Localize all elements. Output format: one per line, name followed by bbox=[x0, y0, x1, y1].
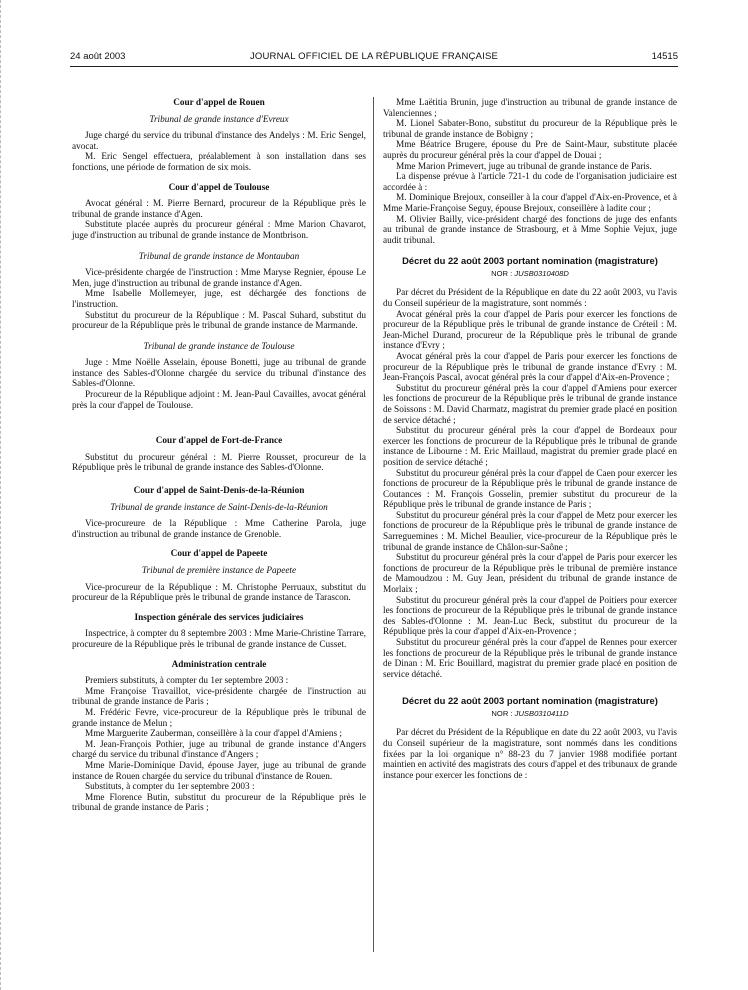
paragraph: M. Jean-François Pothier, juge au tribunal de grande instance d'Angers chargé du service du tribunal d'instance d'Angers ; bbox=[72, 739, 366, 761]
paragraph: Par décret du Président de la République en date du 22 août 2003, vu l'avis du Conseil supérieur de la magistrature, sont nommés : bbox=[383, 288, 677, 309]
paragraph: M. Lionel Sabater-Bono, substitut du procureur de la République près le tribunal de grande instance de Bobigny ; bbox=[383, 119, 677, 140]
section-heading: Cour d'appel de Saint-Denis-de-la-Réunion bbox=[133, 486, 305, 497]
paragraph: Juge chargé du service du tribunal d'instance des Andelys : M. Eric Sengel, avocat. bbox=[72, 131, 366, 152]
nor-code: JUSB0310411D bbox=[514, 708, 569, 718]
left-column bbox=[72, 98, 366, 814]
paragraph: Avocat général près la cour d'appel de Paris pour exercer les fonctions de procureur de la République près le tribunal de grande instance d'Evry : M. Jean-François Pascal, avocat général près la cour d'appel d'Aix-en-Provence ; bbox=[383, 351, 677, 384]
paragraph: Substitut du procureur général près la cour d'appel de Paris pour exercer les fonctions de procureur de la République près le tribunal de première instance de Mamoudzou : M. Guy Jean, président du tribunal de grande instance de Morlaix ; bbox=[383, 553, 677, 596]
paragraph: M. Frédéric Fevre, vice-procureur de la République près le tribunal de grande instance de Melun ; bbox=[72, 707, 366, 729]
section-heading: Inspection générale des services judiciaires bbox=[134, 612, 304, 623]
page-header bbox=[70, 51, 678, 65]
section-heading: Cour d'appel de Papeete bbox=[170, 549, 268, 560]
decree-title: Décret du 22 août 2003 portant nomination (magistrature) bbox=[402, 695, 658, 707]
paragraph: Juge : Mme Noëlle Asselain, épouse Bonetti, juge au tribunal de grande instance des Sables-d'Olonne chargée du service du tribunal d'instance des Sables-d'Olonne. bbox=[72, 358, 366, 390]
section-heading: Cour d'appel de Toulouse bbox=[168, 182, 270, 193]
paragraph: Mme Marion Primevert, juge au tribunal de grande instance de Paris. bbox=[396, 161, 652, 172]
paragraph: La dispense prévue à l'article 721-1 du code de l'organisation judiciaire est accordée à : bbox=[383, 172, 677, 193]
paragraph: Substitut du procureur général près la cour d'appel de Bordeaux pour exercer les fonctions de procureur de la République près le tribunal de grande instance de Libourne : M. Eric Maillaud, magistrat du premier grade placé en position de service détaché ; bbox=[383, 426, 677, 468]
header-date: 24 août 2003 bbox=[70, 51, 126, 62]
paragraph: Substituts, à compter du 1er septembre 2003 : bbox=[85, 782, 255, 793]
nor-label: NOR : bbox=[491, 268, 513, 278]
paragraph: Substitut du procureur général près la cour d'appel de Metz pour exercer les fonctions de procureur de la République près le tribunal de grande instance de Sarreguemines : M. Michel Beaulier, vice-procureur de la République près le tribunal de grande instance de Châlon-sur-Saône ; bbox=[383, 510, 677, 553]
paragraph: Inspectrice, à compter du 8 septembre 2003 : Mme Marie-Christine Tarrare, procureure de la République près le tribunal de grande instance de Cusset. bbox=[72, 629, 366, 650]
decree-title: Décret du 22 août 2003 portant nomination (magistrature) bbox=[402, 255, 658, 267]
journal-title: JOURNAL OFFICIEL DE LA RÉPUBLIQUE FRANÇAISE bbox=[249, 51, 499, 62]
column-divider bbox=[373, 97, 374, 952]
nor-reference bbox=[383, 709, 677, 720]
paragraph: Substitut du procureur de la République : M. Pascal Suhard, substitut du procureur de la République près le tribunal de grande instance de Marmande. bbox=[72, 310, 366, 332]
paragraph: Substitute placée auprès du procureur général : Mme Marion Chavarot, juge d'instruction au tribunal de grande instance de Montbrison. bbox=[72, 220, 366, 241]
section-heading: Administration centrale bbox=[171, 659, 267, 670]
paragraph: Substitut du procureur général près la cour d'appel d'Amiens pour exercer les fonctions de procureur de la République près le tribunal de grande instance de Soissons : M. David Charmatz, magistrat du premier grade placé en position de service détaché ; bbox=[383, 383, 677, 426]
paragraph: Mme Florence Butin, substitut du procureur de la République près le tribunal de grande instance de Paris ; bbox=[72, 792, 366, 814]
subsection-heading: Tribunal de grande instance de Saint-Denis-de-la-Réunion bbox=[110, 502, 328, 513]
paragraph: M. Dominique Brejoux, conseiller à la cour d'appel d'Aix-en-Provence, et à Mme Marie-Françoise Seguy, épouse Brejoux, conseillère à ladite cour ; bbox=[383, 193, 677, 214]
page-edge-marks bbox=[0, 0, 2, 990]
nor-code: JUSB0310408D bbox=[514, 268, 569, 278]
paragraph: Par décret du Président de la République en date du 22 août 2003, vu l'avis du Conseil supérieur de la magistrature, sont nommés dans les conditions fixées par la loi organique n° 88-23 du 7 janvier 1988 modifiée portant maintien en activité des magistrats des cours d'appel et des tribunaux de grande instance pour exercer les fonctions de : bbox=[383, 728, 677, 781]
paragraph: Mme Marie-Dominique David, épouse Jayer, juge au tribunal de grande instance de Rouen chargée du service du tribunal d'instance de Rouen. bbox=[72, 760, 366, 782]
subsection-heading: Tribunal de grande instance de Toulouse bbox=[143, 341, 295, 352]
paragraph: Vice-procureur de la République : M. Christophe Perruaux, substitut du procureur de la République près le tribunal de grande instance de Tarascon. bbox=[72, 582, 366, 604]
section-heading: Cour d'appel de Fort-de-France bbox=[155, 436, 283, 447]
page-number: 14515 bbox=[651, 51, 678, 62]
paragraph: Substitut du procureur général près la cour d'appel de Rennes pour exercer les fonctions de procureur de la République près le tribunal de grande instance de Dinan : M. Eric Bouillard, magistrat du premier grade placé en position de service détaché. bbox=[383, 638, 677, 680]
right-column bbox=[383, 98, 677, 781]
subsection-heading: Tribunal de grande instance de Montauban bbox=[138, 251, 300, 262]
subsection-heading: Tribunal de grande instance d'Evreux bbox=[149, 114, 289, 125]
paragraph: Mme Marguerite Zauberman, conseillère à la cour d'appel d'Amiens ; bbox=[85, 729, 342, 740]
spacer bbox=[72, 411, 366, 427]
paragraph: Mme Isabelle Mollemeyer, juge, est déchargée des fonctions de l'instruction. bbox=[72, 289, 366, 310]
paragraph: Substitut du procureur général près la cour d'appel de Caen pour exercer les fonctions de procureur de la République près le tribunal de grande instance de Coutances : M. François Gosselin, premier substitut du procureur de la République près le tribunal de grande instance de Paris ; bbox=[383, 468, 677, 511]
paragraph: Substitut du procureur général près la cour d'appel de Poitiers pour exercer les fonctions de procureur de la République près le tribunal de grande instance des Sables-d'Olonne : M. Jean-Luc Beck, substitut du procureur de la République près la cour d'appel d'Aix-en-Provence ; bbox=[383, 595, 677, 638]
paragraph: Mme Béatrice Brugere, épouse du Pre de Saint-Maur, substitute placée auprès du procureur général près la cour d'appel de Douai ; bbox=[383, 140, 677, 161]
paragraph: Substitut du procureur général : M. Pierre Rousset, procureur de la République près le tribunal de grande instance des Sables-d'Olonne. bbox=[72, 452, 366, 474]
paragraph: Avocat général : M. Pierre Bernard, procureur de la République près le tribunal de grande instance d'Agen. bbox=[72, 199, 366, 220]
paragraph: Vice-procureure de la République : Mme Catherine Parola, juge d'instruction au tribunal de grande instance de Grenoble. bbox=[72, 519, 366, 540]
paragraph: Mme Laëtitia Brunin, juge d'instruction au tribunal de grande instance de Valenciennes ; bbox=[383, 98, 677, 119]
paragraph: Premiers substituts, à compter du 1er septembre 2003 : bbox=[85, 676, 289, 687]
header-rule bbox=[70, 66, 678, 67]
paragraph: Procureur de la République adjoint : M. Jean-Paul Cavailles, avocat général près la cour d'appel de Toulouse. bbox=[72, 390, 366, 411]
subsection-heading: Tribunal de première instance de Papeete bbox=[141, 566, 297, 576]
nor-reference bbox=[383, 269, 677, 280]
paragraph: Vice-présidente chargée de l'instruction : Mme Maryse Regnier, épouse Le Men, juge d'instruction au tribunal de grande instance d'Agen. bbox=[72, 268, 366, 289]
paragraph: Avocat général près la cour d'appel de Paris pour exercer les fonctions de procureur de la République près le tribunal de grande instance de Créteil : M. Jean-Michel Durand, procureur de la République près le tribunal de grande instance d'Evry ; bbox=[383, 309, 677, 352]
paragraph: M. Eric Sengel effectuera, préalablement à son installation dans ses fonctions, une période de formation de six mois. bbox=[72, 152, 366, 173]
paragraph: M. Olivier Bailly, vice-président chargé des fonctions de juge des enfants au tribunal de grande instance de Strasbourg, et à Mme Sophie Vejux, juge audit tribunal. bbox=[383, 214, 677, 246]
nor-label: NOR : bbox=[491, 708, 513, 718]
section-heading: Cour d'appel de Rouen bbox=[173, 98, 265, 108]
paragraph: Mme Françoise Travaillot, vice-présidente chargée de l'instruction au tribunal de grande instance de Paris ; bbox=[72, 686, 366, 708]
